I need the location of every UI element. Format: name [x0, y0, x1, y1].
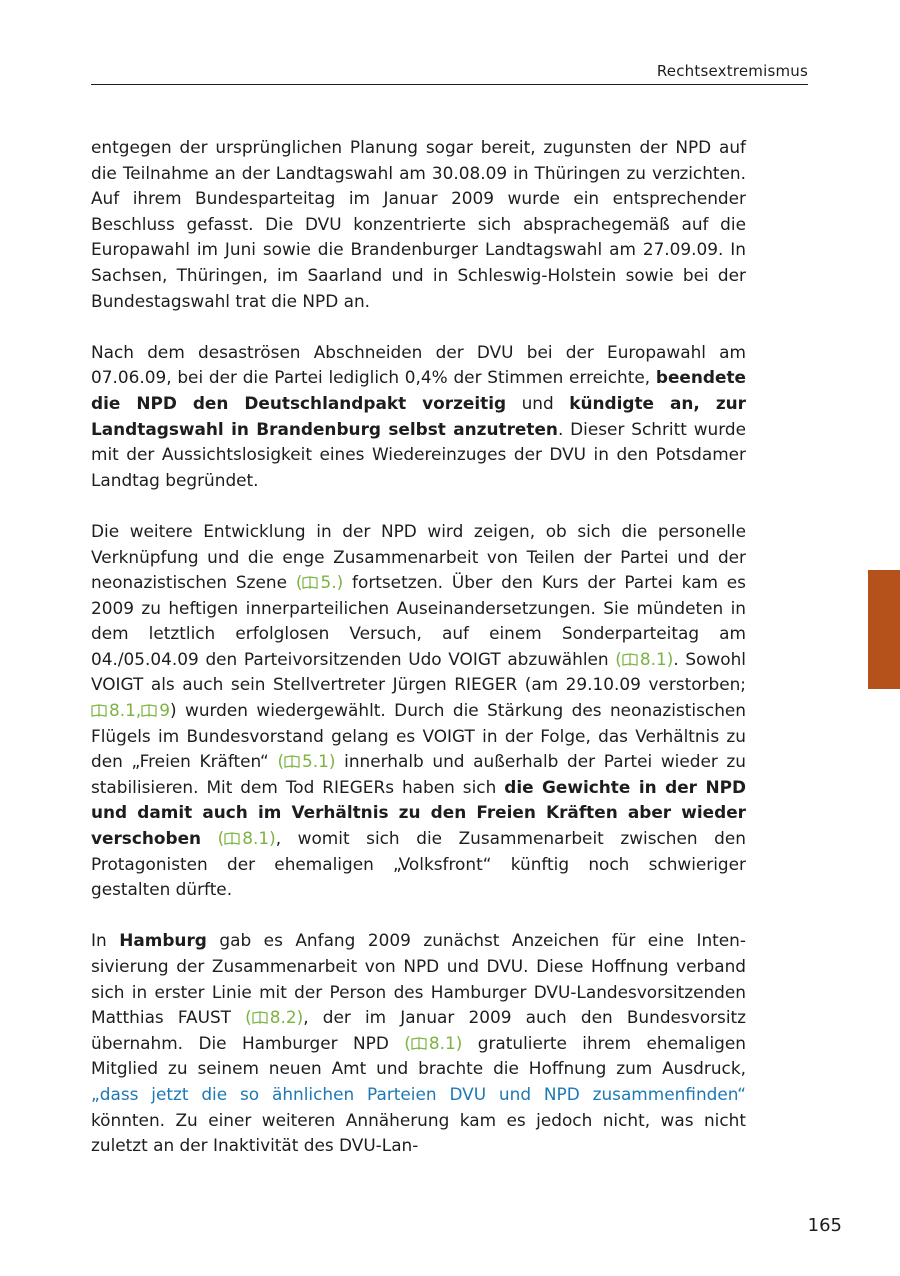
cross-reference-label: 8.2): [269, 1007, 304, 1028]
running-header-title: Rechtsextremismus: [656, 62, 808, 80]
paragraph-text: . Sowohl VOIGT als auch sein Stellvertreter Jürgen RIEGER (am 29.10.09 verstorben;: [91, 648, 746, 695]
book-icon: [622, 653, 638, 666]
book-icon: [91, 704, 107, 717]
paragraph-1: [91, 135, 746, 314]
paragraph-4: [91, 928, 746, 1158]
paragraph-text: gratulierte ihrem ehemaligen Mitglied zu seinem neuen Amt und brachte die Hoffnung zum Ausdruck,: [91, 1032, 746, 1079]
cross-reference-label: 8.1): [428, 1032, 463, 1053]
bold-emphasis: die Gewichte in der NPD und damit auch im Verhältnis zu den Freien Kräften aber wieder verschoben: [91, 776, 746, 849]
paragraph-text: ) wurden wiedergewählt. Durch die Stärkung des neonazistischen Flügels im Bundesvorstand gelang es VOIGT in der Folge, das Verhältnis zu den „Freien Kräften“: [91, 700, 746, 772]
paragraph-text: Nach dem desaströsen Abschneiden der DVU bei der Europawahl am 07.06.09, bei der die Partei lediglich 0,4% der Stimmen erreichte,: [91, 341, 746, 388]
paragraph-3: [91, 519, 746, 903]
chapter-marker-tab: [868, 570, 900, 689]
cross-reference-label: 5.): [320, 572, 344, 593]
quoted-statement: „dass jetzt die so ähnlichen Parteien DVU und NPD zusammenfinden“: [91, 1083, 746, 1104]
paragraph-text: innerhalb und außerhalb der Partei wieder zu stabilisieren. Mit dem Tod RIEGERs haben sich: [91, 751, 747, 797]
running-header: [91, 58, 808, 85]
cross-reference-label: 8.1,: [109, 700, 142, 721]
cross-reference[interactable]: ( 5.1): [277, 751, 336, 772]
cross-reference[interactable]: ( 8.1): [615, 648, 674, 669]
cross-reference[interactable]: ( 5.): [295, 572, 344, 593]
book-icon: [411, 1037, 427, 1050]
book-icon: [302, 576, 318, 589]
body-text: [91, 135, 746, 1184]
paragraph-2: [91, 340, 746, 494]
paragraph-text: könnten. Zu einer weiteren Annäherung kam es jedoch nicht, was nicht zuletzt an der Inaktivität des DVU-Lan-: [91, 1109, 746, 1156]
bold-emphasis: Hamburg: [119, 930, 207, 951]
paragraph-text: entgegen der ursprünglichen Planung sogar bereit, zugunsten der NPD auf die Teilnahme an der Landtagswahl am 30.08.09 in Thüringen zu verzichten. Auf ihrem Bundesparteitag im Januar 2009 wurde ein entsprechender Beschluss gefasst. Die DVU konzentrierte sich absprachegemäß auf die Europawahl im Juni sowie die Brandenburger Landtagswahl am 27.09.09. In Sachsen, Thüringen, im Saarland und in Schleswig-Holstein sowie bei der Bundestagswahl trat die NPD an.: [91, 137, 746, 311]
cross-reference-label: 9: [159, 700, 170, 721]
paragraph-text: [201, 828, 218, 848]
paragraph-text: , womit sich die Zusammenarbeit zwischen den Protagonisten der ehemaligen „Volksfront“ künftig noch schwieriger gestalten dürfte.: [91, 828, 747, 900]
cross-reference[interactable]: ( 8.1): [404, 1032, 463, 1053]
cross-reference-label: 8.1): [242, 828, 276, 849]
paragraph-text: . Dieser Schritt wurde mit der Aussichtslosigkeit eines Wiedereinzuges der DVU in den Potsdamer Landtag begründet.: [91, 418, 746, 490]
cross-reference[interactable]: [91, 700, 170, 720]
paragraph-text: , der im Januar 2009 auch den Bundesvorsitz übernahm. Die Hamburger NPD: [91, 1007, 746, 1053]
book-icon: [224, 832, 240, 845]
bold-emphasis: kündigte an, zur Landtagswahl in Brandenburg selbst anzutreten: [91, 392, 746, 439]
paragraph-text: fortsetzen. Über den Kurs der Partei kam es 2009 zu heftigen innerparteilichen Auseinandersetzungen. Sie mündeten in dem letztlich erfolglosen Versuch, auf einem Sonderparteitag am 04./05.04.09 den Parteivorsitzenden Udo VOIGT abzuwählen: [91, 572, 746, 669]
paragraph-text: und: [506, 392, 570, 413]
paragraph-text: Die weitere Entwicklung in der NPD wird zeigen, ob sich die personelle Verknüpfung und die enge Zusammenarbeit von Teilen der Partei und der neonazistischen Szene: [91, 520, 746, 593]
paragraph-text: In: [91, 930, 120, 951]
cross-reference-label: 5.1): [302, 751, 336, 772]
cross-reference[interactable]: ( 8.1): [217, 828, 276, 849]
bold-emphasis: beendete die NPD den Deutschlandpakt vorzeitig: [91, 367, 746, 413]
book-icon: [141, 704, 157, 717]
cross-reference[interactable]: ( 8.2): [245, 1007, 304, 1028]
book-icon: [284, 755, 300, 768]
paragraph-text: gab es Anfang 2009 zunächst Anzeichen für eine Intensivierung der Zusammenarbeit von NPD und DVU. Diese Hoffnung verband sich in erster Linie mit der Person des Hamburger DVU-Landesvorsitzenden Matthias FAUST: [91, 930, 746, 1028]
page-number: 165: [807, 1215, 842, 1236]
cross-reference-label: 8.1): [639, 648, 674, 669]
book-icon: [252, 1011, 268, 1024]
